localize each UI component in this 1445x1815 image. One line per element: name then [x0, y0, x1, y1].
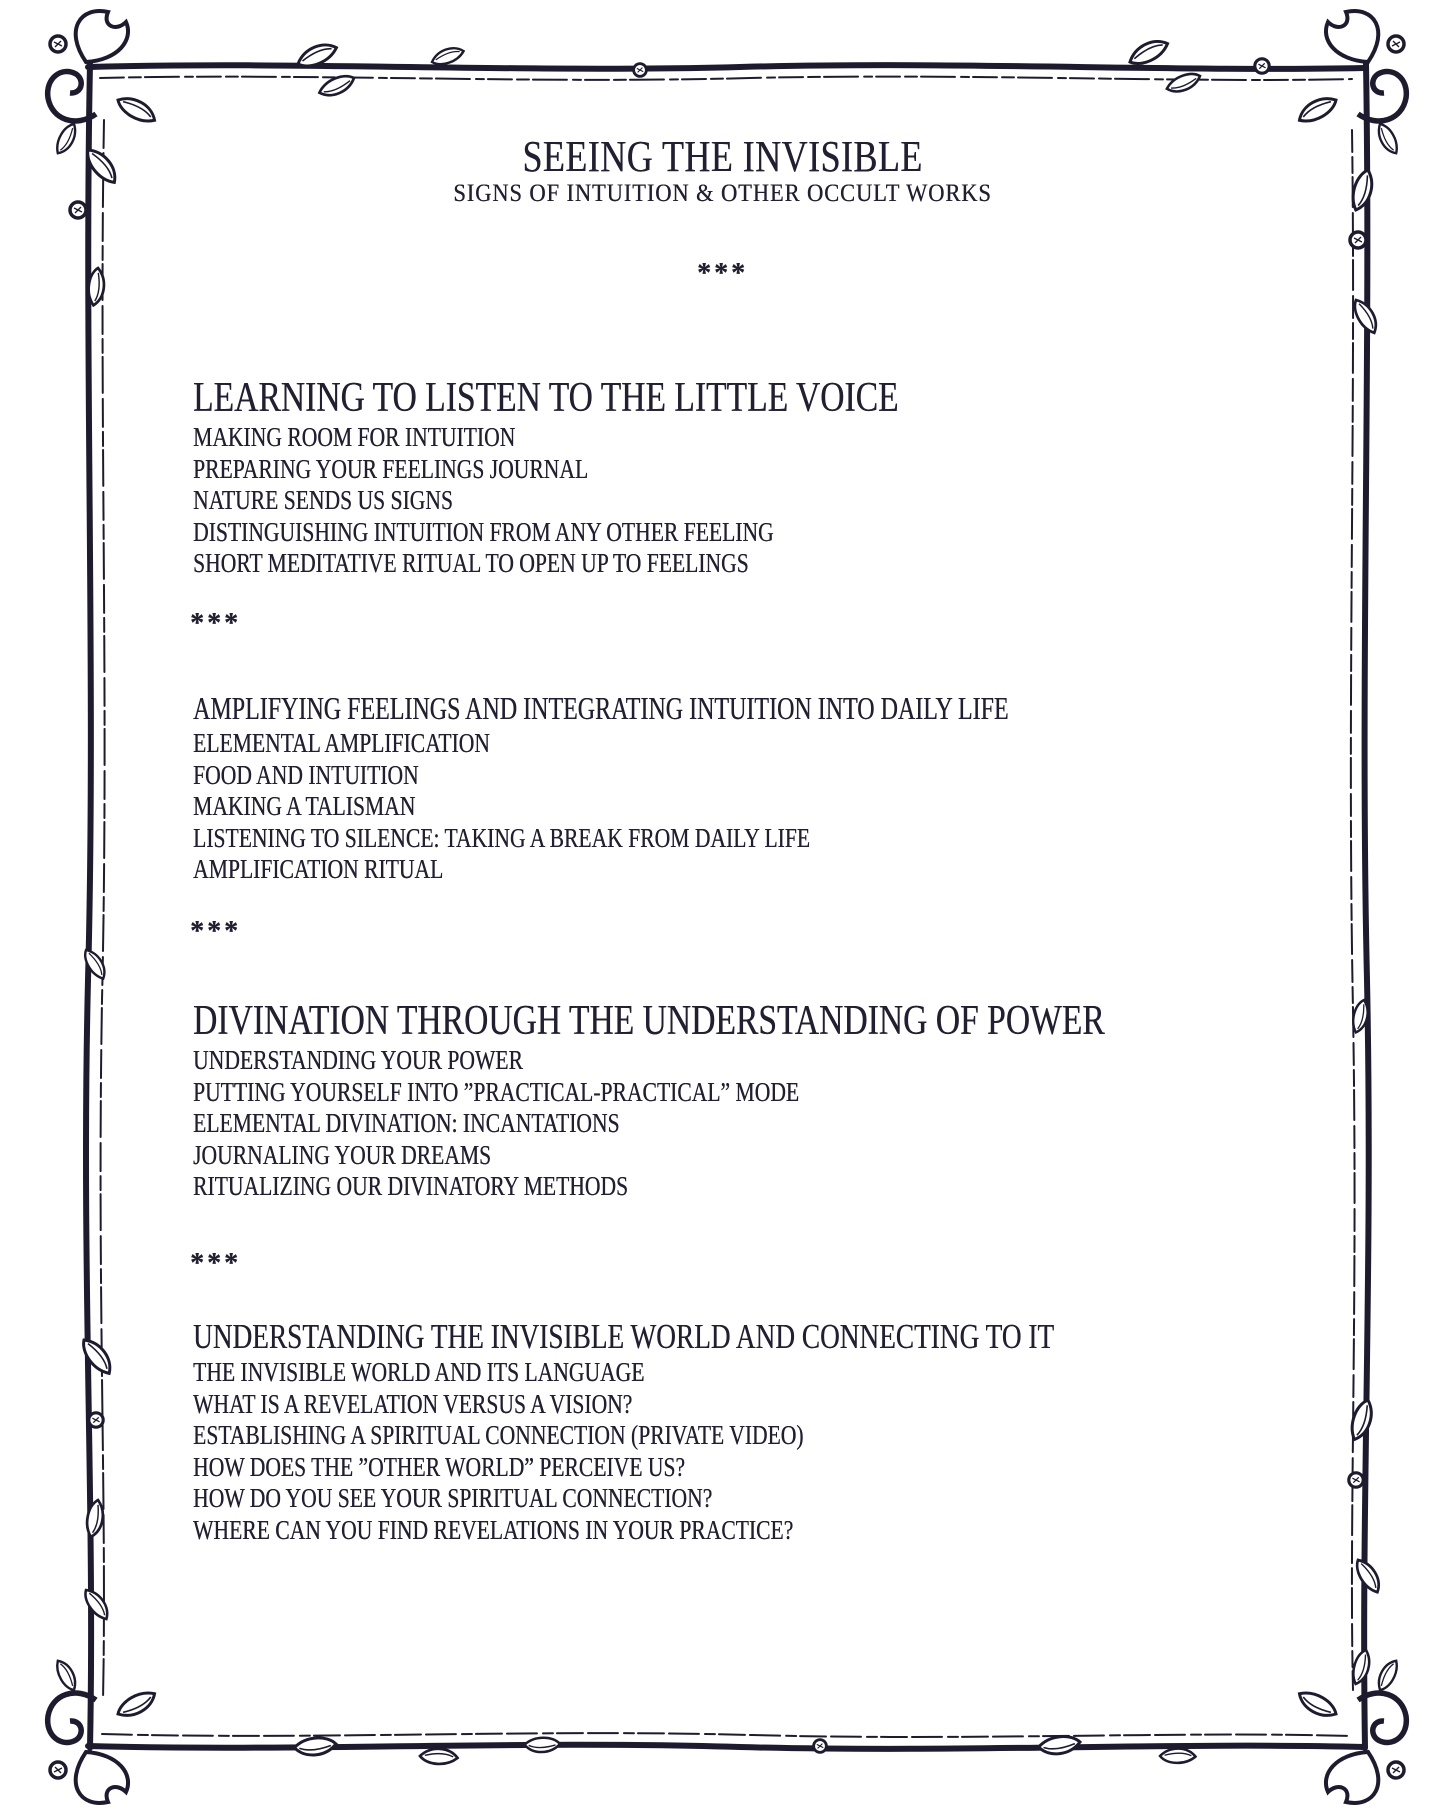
toc-item: JOURNALING YOUR DREAMS: [193, 1139, 492, 1170]
toc-item: THE INVISIBLE WORLD AND ITS LANGUAGE: [193, 1357, 645, 1387]
section-separator: ***: [190, 1248, 241, 1279]
toc-item: FOOD AND INTUITION: [193, 759, 419, 790]
toc-item: AMPLIFICATION RITUAL: [193, 854, 444, 884]
toc-item: PUTTING YOURSELF INTO ”PRACTICAL-PRACTICAL” MODE: [193, 1076, 799, 1107]
toc-item: RITUALIZING OUR DIVINATORY METHODS: [193, 1171, 628, 1201]
section-separator: ***: [697, 258, 748, 289]
toc-section-learning-to-listen: [193, 375, 1373, 580]
section-heading: UNDERSTANDING THE INVISIBLE WORLD AND CONNECTING TO IT: [193, 1317, 1055, 1356]
toc-item: HOW DOES THE ”OTHER WORLD” PERCEIVE US?: [193, 1451, 685, 1482]
section-separator: ***: [190, 916, 241, 947]
toc-item: HOW DO YOU SEE YOUR SPIRITUAL CONNECTION?: [193, 1483, 713, 1513]
masthead: [0, 134, 1445, 207]
toc-item: UNDERSTANDING YOUR POWER: [193, 1045, 523, 1075]
toc-section-divination-power: [193, 998, 1373, 1203]
toc-item: ELEMENTAL DIVINATION: INCANTATIONS: [193, 1108, 620, 1138]
page-subtitle: SIGNS OF INTUITION & OTHER OCCULT WORKS: [453, 180, 992, 207]
toc-item: PREPARING YOUR FEELINGS JOURNAL: [193, 453, 589, 484]
page-title: SEEING THE INVISIBLE: [522, 132, 923, 181]
toc-item: LISTENING TO SILENCE: TAKING A BREAK FROM DAILY LIFE: [193, 822, 810, 853]
section-items: [193, 422, 1373, 580]
toc-section-invisible-world: [193, 1317, 1373, 1546]
section-separator: ***: [190, 608, 241, 639]
toc-item: ESTABLISHING A SPIRITUAL CONNECTION (PRIVATE VIDEO): [193, 1420, 804, 1450]
toc-item: DISTINGUISHING INTUITION FROM ANY OTHER FEELING: [193, 516, 774, 547]
section-heading: LEARNING TO LISTEN TO THE LITTLE VOICE: [193, 375, 899, 421]
section-items: [193, 728, 1373, 886]
section-items: [193, 1357, 1373, 1546]
toc-item: SHORT MEDITATIVE RITUAL TO OPEN UP TO FEELINGS: [193, 548, 749, 578]
toc-item: NATURE SENDS US SIGNS: [193, 485, 453, 515]
toc-section-amplifying-feelings: [193, 692, 1373, 886]
section-heading: DIVINATION THROUGH THE UNDERSTANDING OF POWER: [193, 998, 1105, 1044]
toc-item: WHERE CAN YOU FIND REVELATIONS IN YOUR PRACTICE?: [193, 1514, 794, 1545]
section-heading: AMPLIFYING FEELINGS AND INTEGRATING INTUITION INTO DAILY LIFE: [193, 690, 1009, 726]
toc-item: MAKING ROOM FOR INTUITION: [193, 422, 516, 452]
toc-item: WHAT IS A REVELATION VERSUS A VISION?: [193, 1388, 633, 1419]
section-items: [193, 1045, 1373, 1203]
toc-item: MAKING A TALISMAN: [193, 791, 416, 821]
toc-item: ELEMENTAL AMPLIFICATION: [193, 728, 490, 758]
